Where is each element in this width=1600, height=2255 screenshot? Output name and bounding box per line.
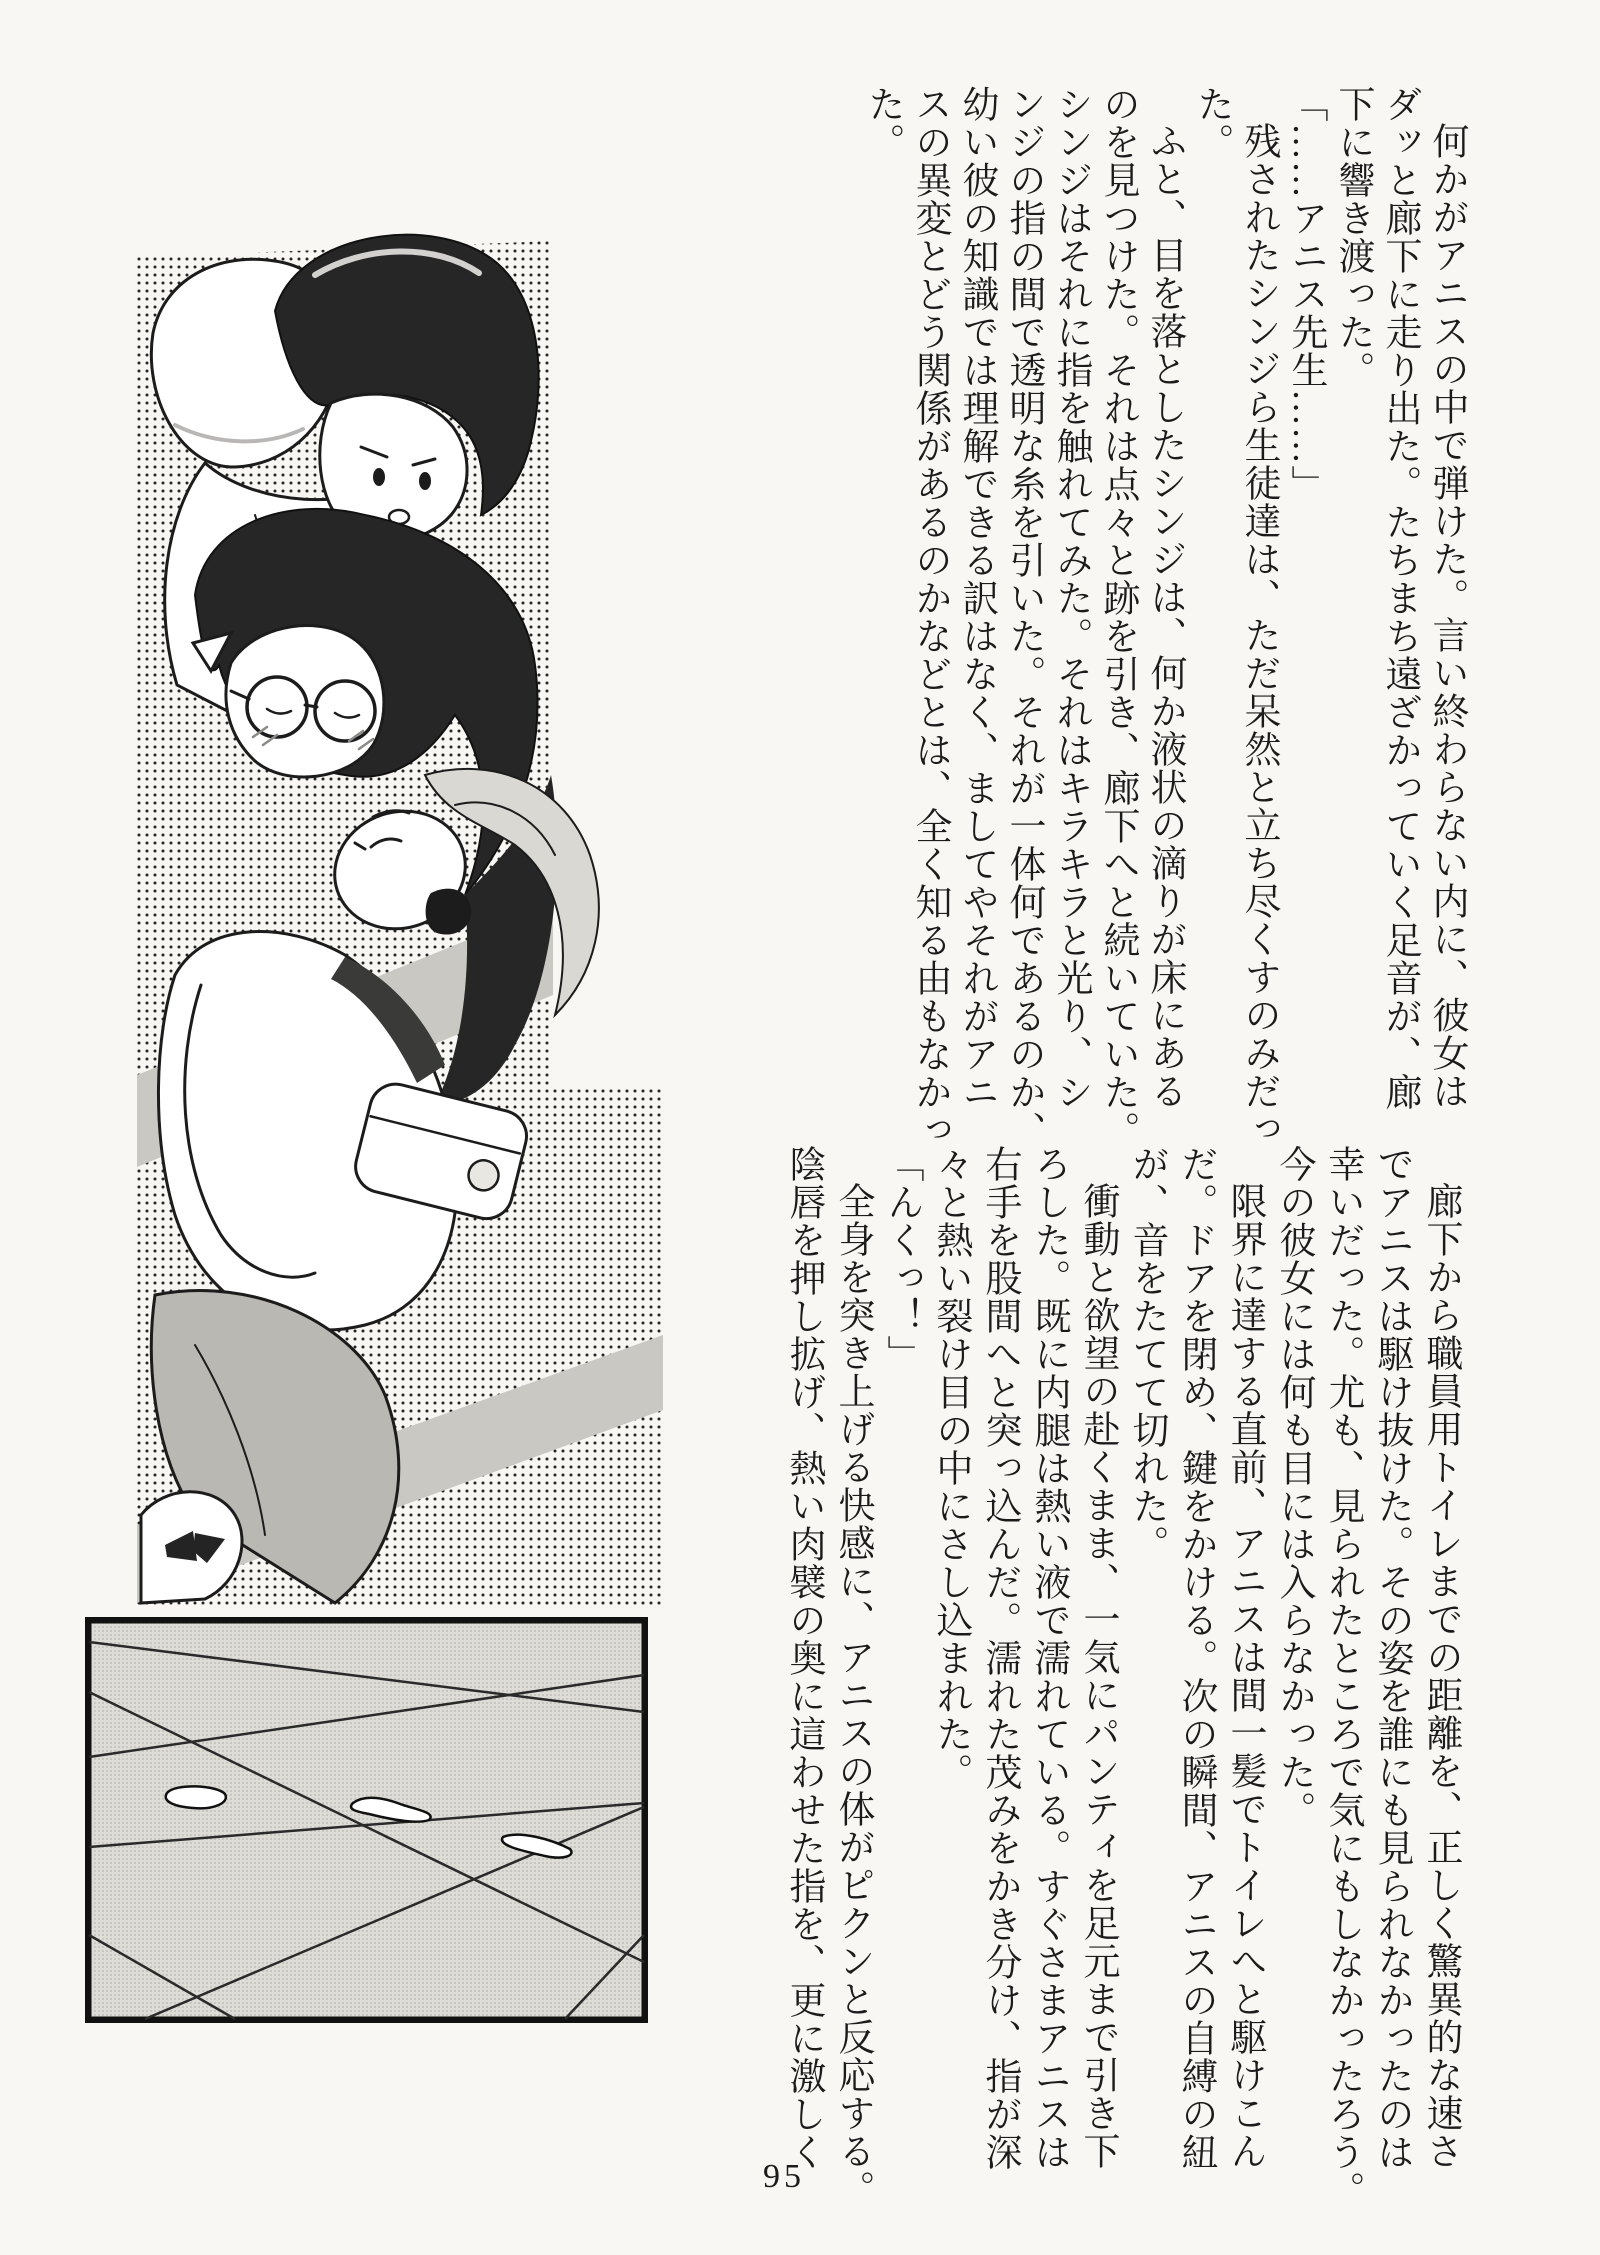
floor-panel-illustration [85, 1617, 648, 2023]
text-column: ふと、目を落としたシンジは、何か液状の滴りが床にある [1144, 122, 1185, 1110]
text-column: た。 [862, 85, 903, 161]
text-column: 廊下から職員用トイレまでの距離を、正しく驚異的な速さ [1420, 1182, 1461, 2170]
text-column: 下に響き渡った。 [1332, 85, 1373, 389]
page-number: 95 [763, 2158, 805, 2195]
text-column: でアニスは駆け抜けた。その姿を誰にも見られなかったのは [1371, 1145, 1412, 2171]
text-column: 衝動と欲望の赴くまま、一気にパンティを足元まで引き下 [1077, 1182, 1118, 2170]
text-column: 々と熱い裂け目の中にさし込まれた。 [930, 1145, 971, 1791]
text-column: が、音をたてて切れた。 [1126, 1145, 1167, 1563]
text-column: だ。ドアを閉め、鍵をかける。次の瞬間、アニスの自縛の紐 [1175, 1145, 1216, 2171]
main-illustration [135, 215, 665, 1618]
text-column: 「……アニス先生……」 [1285, 85, 1326, 503]
text-block-bottom [779, 1145, 1465, 2217]
text-column: スの異変とどう関係があるのかなどとは、全く知る由もなかっ [909, 85, 950, 1149]
text-block-top [859, 85, 1470, 1151]
text-column: 陰唇を押し拡げ、熱い肉襞の奥に這わせた指を、更に激しく [783, 1145, 824, 2171]
text-column: 幼い彼の知識では理解できる訳はなく、ましてやそれがアニ [956, 85, 997, 1111]
text-column: ろした。既に内腿は熱い液で濡れている。すぐさまアニスは [1028, 1145, 1069, 2171]
text-column: 右手を股間へと突っ込んだ。濡れた茂みをかき分け、指が深 [979, 1145, 1020, 2171]
text-column: た。 [1191, 85, 1232, 161]
floor-panel-border [88, 1620, 645, 2020]
text-column: シンジはそれに指を触れてみた。それはキラキラと光り、シ [1050, 85, 1091, 1111]
text-column: 限界に達する直前、アニスは間一髪でトイレへと駆けこん [1224, 1182, 1265, 2170]
text-column: ダッと廊下に走り出た。たちまち遠ざかっていく足音が、廊 [1379, 85, 1420, 1111]
text-column: のを見つけた。それは点々と跡を引き、廊下へと続いていた。 [1097, 85, 1138, 1149]
text-column: 残されたシンジら生徒達は、ただ呆然と立ち尽くすのみだっ [1238, 122, 1279, 1148]
text-column: 何かがアニスの中で弾けた。言い終わらない内に、彼女は [1426, 122, 1467, 1110]
text-column: 今の彼女には何も目には入らなかった。 [1273, 1145, 1314, 1829]
text-column: 「んくっ！」 [881, 1145, 922, 1373]
text-column: 全身を突き上げる快感に、アニスの体がピクンと反応する。 [832, 1182, 873, 2208]
text-column: 幸いだった。尤も、見られたところで気にもしなかったろう。 [1322, 1145, 1363, 2209]
text-column: ンジの指の間で透明な糸を引いた。それが一体何であるのか、 [1003, 85, 1044, 1149]
